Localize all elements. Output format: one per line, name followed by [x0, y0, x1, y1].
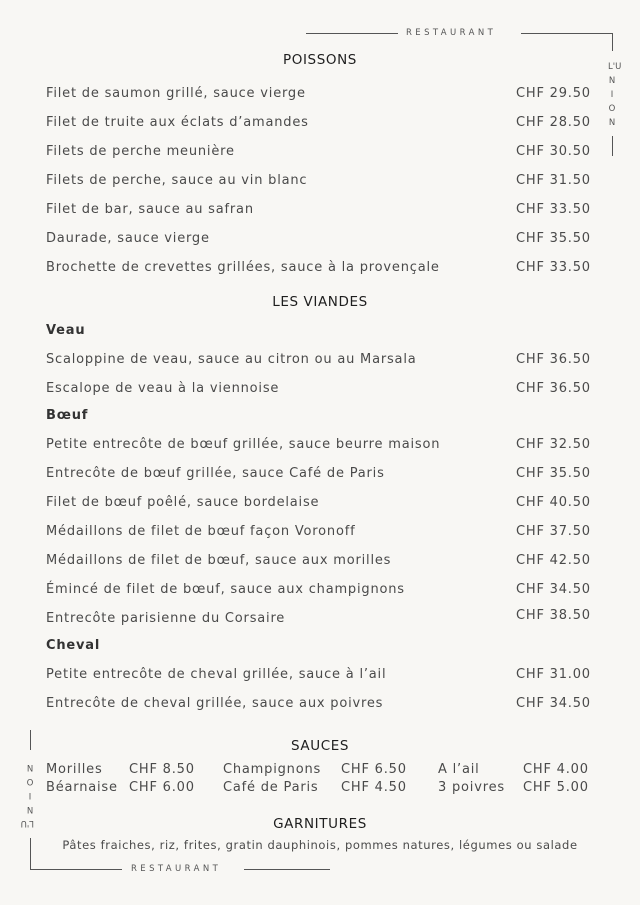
- menu-item-price: CHF 28.50: [516, 115, 591, 130]
- frame-line-bottom-right: [244, 869, 330, 870]
- menu-item-price: CHF 42.50: [516, 553, 591, 568]
- sauce-name: A l’ail: [438, 762, 480, 777]
- brand-side-text: L'UNION: [608, 62, 622, 128]
- menu-item-name: Filets de perche meunière: [46, 144, 235, 159]
- sauce-name: Morilles: [46, 762, 103, 777]
- section-title-sauces: SAUCES: [290, 738, 350, 754]
- menu-item-name: Émincé de filet de bœuf, sauce aux champignons: [46, 582, 405, 597]
- menu-item-name: Filet de bar, sauce au safran: [46, 202, 254, 217]
- brand-side-text: L'UNION: [20, 762, 34, 828]
- menu-item-price: CHF 36.50: [516, 352, 591, 367]
- frame-line-bottom-left: [30, 869, 122, 870]
- menu-item-price: CHF 34.50: [516, 582, 591, 597]
- section-title-garnitures: GARNITURES: [273, 816, 367, 832]
- brand-bottom: RESTAURANT: [131, 864, 222, 874]
- frame-line-top-left: [306, 33, 398, 34]
- menu-item-name: Entrecôte de bœuf grillée, sauce Café de Paris: [46, 466, 385, 481]
- menu-item-name: Entrecôte de cheval grillée, sauce aux poivres: [46, 696, 384, 711]
- sauce-price: CHF 6.00: [129, 780, 195, 795]
- menu-item-name: Médaillons de filet de bœuf, sauce aux morilles: [46, 553, 392, 568]
- menu-item-price: CHF 33.50: [516, 260, 591, 275]
- menu-item-name: Filet de saumon grillé, sauce vierge: [46, 86, 306, 101]
- garnitures-text: Pâtes fraiches, riz, frites, gratin dauphinois, pommes natures, légumes ou salade: [62, 838, 578, 852]
- menu-item-name: Médaillons de filet de bœuf façon Voronoff: [46, 524, 356, 539]
- sauce-name: Béarnaise: [46, 780, 118, 795]
- menu-item-name: Escalope de veau à la viennoise: [46, 381, 280, 396]
- subhead-veau: Veau: [46, 323, 86, 338]
- menu-item-price: CHF 36.50: [516, 381, 591, 396]
- brand-top: RESTAURANT: [406, 28, 497, 38]
- menu-item-price: CHF 31.50: [516, 173, 591, 188]
- frame-line-right-vertical: [612, 33, 613, 51]
- menu-item-price: CHF 38.50: [516, 608, 591, 623]
- sauce-price: CHF 5.00: [523, 780, 589, 795]
- menu-item-name: Filet de bœuf poêlé, sauce bordelaise: [46, 495, 320, 510]
- menu-item-name: Filets de perche, sauce au vin blanc: [46, 173, 308, 188]
- menu-item-price: CHF 37.50: [516, 524, 591, 539]
- menu-item-name: Brochette de crevettes grillées, sauce à la provençale: [46, 260, 440, 275]
- frame-line-right-lower: [612, 136, 613, 156]
- sauce-price: CHF 8.50: [129, 762, 195, 777]
- menu-item-price: CHF 40.50: [516, 495, 591, 510]
- section-title-viandes: LES VIANDES: [272, 294, 368, 310]
- menu-item-price: CHF 29.50: [516, 86, 591, 101]
- menu-item-name: Petite entrecôte de bœuf grillée, sauce beurre maison: [46, 437, 441, 452]
- menu-item-name: Daurade, sauce vierge: [46, 231, 210, 246]
- sauce-name: Café de Paris: [223, 780, 319, 795]
- menu-item-price: CHF 35.50: [516, 466, 591, 481]
- sauce-price: CHF 4.50: [341, 780, 407, 795]
- menu-item-name: Entrecôte parisienne du Corsaire: [46, 611, 286, 626]
- menu-item-price: CHF 35.50: [516, 231, 591, 246]
- sauce-name: 3 poivres: [438, 780, 505, 795]
- menu-item-price: CHF 32.50: [516, 437, 591, 452]
- subhead-boeuf: Bœuf: [46, 408, 89, 423]
- menu-item-name: Filet de truite aux éclats d’amandes: [46, 115, 309, 130]
- sauce-price: CHF 4.00: [523, 762, 589, 777]
- menu-item-name: Scaloppine de veau, sauce au citron ou au Marsala: [46, 352, 417, 367]
- sauce-name: Champignons: [223, 762, 322, 777]
- menu-item-price: CHF 31.00: [516, 667, 591, 682]
- subhead-cheval: Cheval: [46, 638, 101, 653]
- section-title-poissons: POISSONS: [283, 52, 357, 68]
- frame-line-top-right: [521, 33, 613, 34]
- menu-item-name: Petite entrecôte de cheval grillée, sauce à l’ail: [46, 667, 387, 682]
- menu-item-price: CHF 34.50: [516, 696, 591, 711]
- menu-item-price: CHF 30.50: [516, 144, 591, 159]
- menu-item-price: CHF 33.50: [516, 202, 591, 217]
- sauce-price: CHF 6.50: [341, 762, 407, 777]
- brand-side-right: [606, 60, 622, 130]
